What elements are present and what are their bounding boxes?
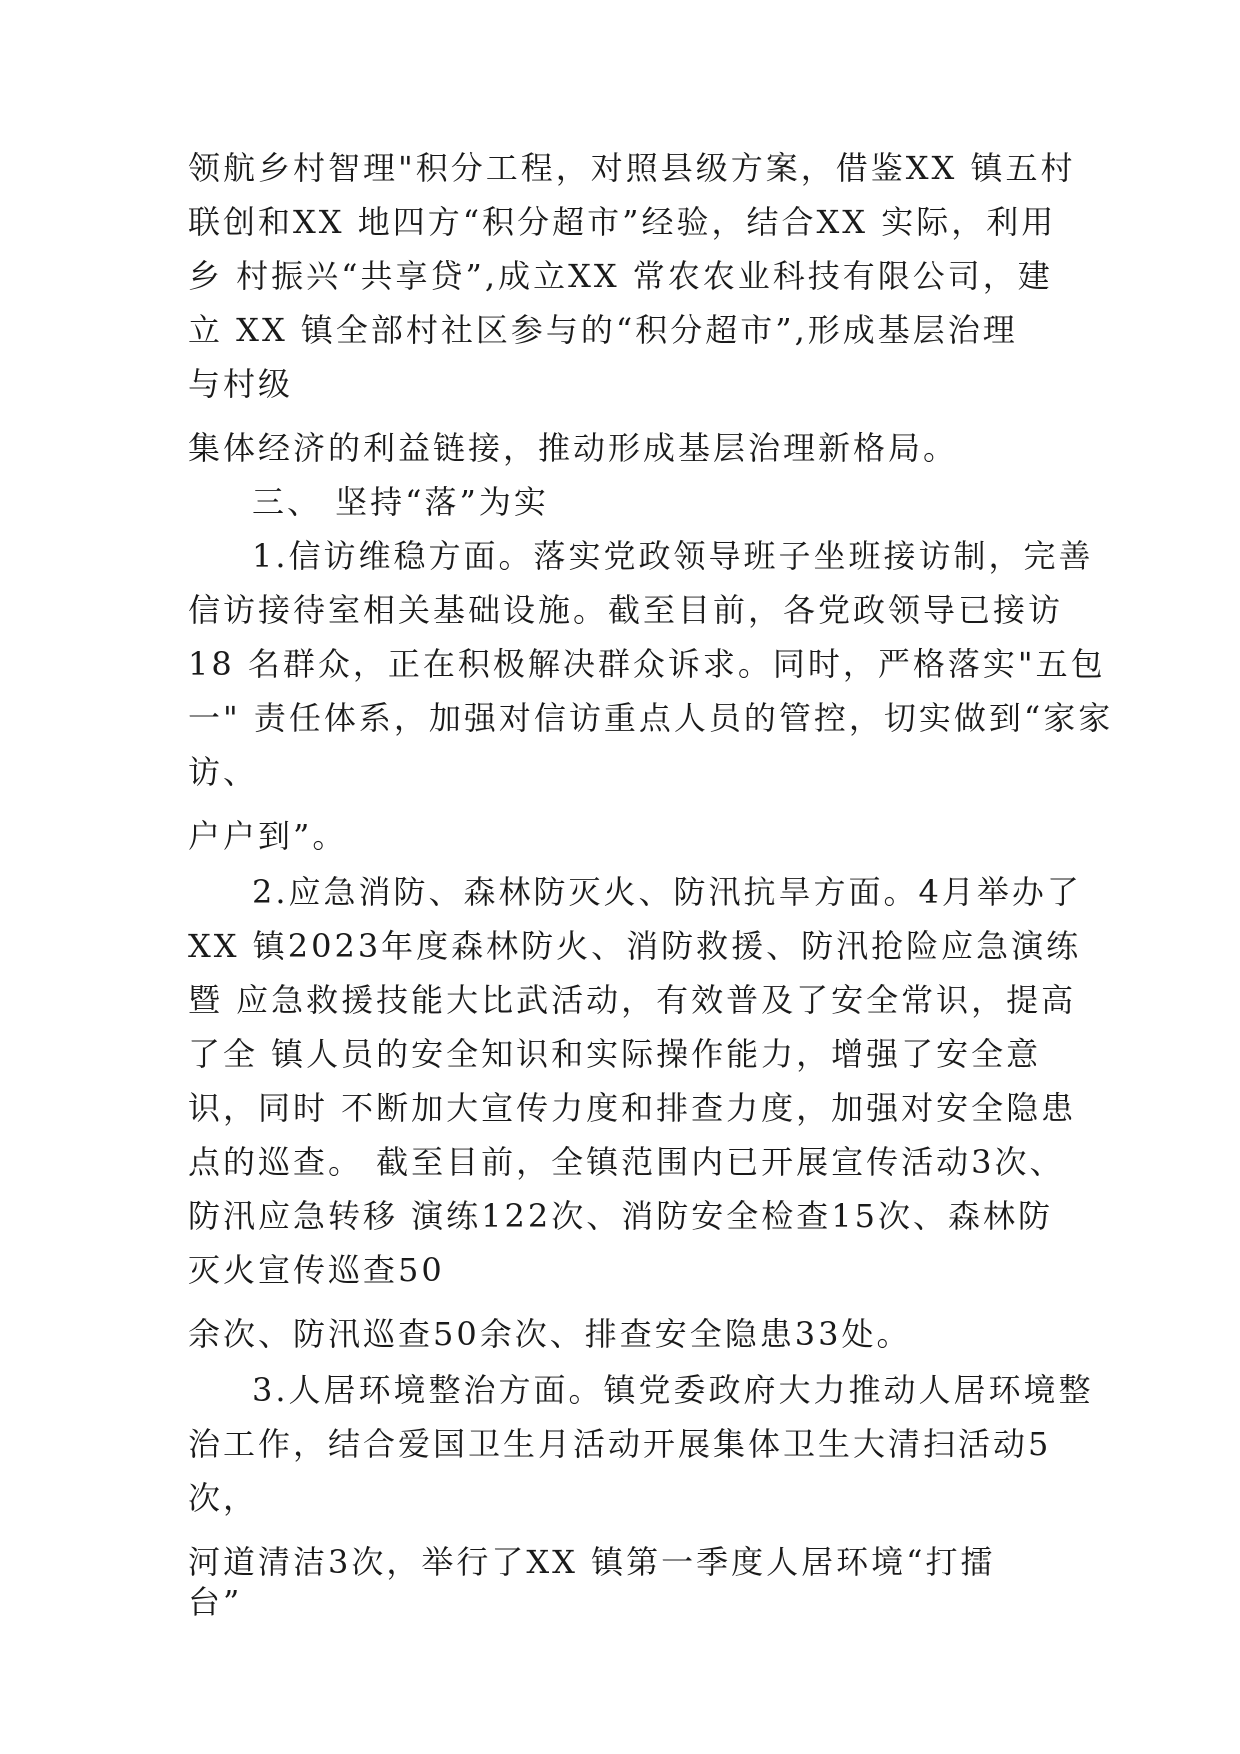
body-text-line: 18 名群众，正在积极解决群众诉求。同时，严格落实"五包 <box>188 645 1106 683</box>
body-text-line: 点的巡查。 截至目前，全镇范围内已开展宣传活动3次、 <box>188 1143 1065 1181</box>
body-text-line: 台” <box>188 1583 243 1621</box>
body-text-line: XX 镇2023年度森林防火、消防救援、防汛抢险应急演练 <box>188 927 1082 965</box>
body-text-line: 暨 应急救援技能大比武活动，有效普及了安全常识，提高 <box>188 981 1077 1019</box>
body-text-line: 户户到”。 <box>188 817 348 855</box>
body-text-line: 访、 <box>188 753 259 791</box>
body-text-line: 联创和XX 地四方“积分超市”经验，结合XX 实际，利用 <box>188 203 1057 241</box>
body-text-line: 一" 责任体系，加强对信访重点人员的管控，切实做到“家家 <box>188 699 1114 737</box>
body-text-line: 立 XX 镇全部村社区参与的“积分超市”,形成基层治理 <box>188 311 1018 349</box>
section-heading: 三、 坚持“落”为实 <box>252 483 549 521</box>
body-text-line: 防汛应急转移 演练122次、消防安全检查15次、森林防 <box>188 1197 1053 1235</box>
body-text-line: 了全 镇人员的安全知识和实际操作能力，增强了安全意 <box>188 1035 1042 1073</box>
body-text-line: 余次、防汛巡查50余次、排查安全隐患33处。 <box>188 1315 912 1353</box>
body-text-line: 河道清洁3次，举行了XX 镇第一季度人居环境“打擂 <box>188 1543 996 1581</box>
body-text-line: 1.信访维稳方面。落实党政领导班子坐班接访制，完善 <box>252 537 1094 575</box>
body-text-line: 治工作，结合爱国卫生月活动开展集体卫生大清扫活动5 <box>188 1425 1052 1463</box>
body-text-line: 3.人居环境整治方面。镇党委政府大力推动人居环境整 <box>252 1371 1094 1409</box>
body-text-line: 信访接待室相关基础设施。截至目前，各党政领导已接访 <box>188 591 1064 629</box>
body-text-line: 乡 村振兴“共享贷”,成立XX 常农农业科技有限公司，建 <box>188 257 1053 295</box>
body-text-line: 次， <box>188 1479 259 1517</box>
body-text-line: 与村级 <box>188 365 294 403</box>
body-text-line: 领航乡村智理"积分工程，对照县级方案，借鉴XX 镇五村 <box>188 149 1076 187</box>
body-text-line: 2.应急消防、森林防灭火、防汛抗旱方面。4月举办了 <box>252 873 1082 911</box>
body-text-line: 识，同时 不断加大宣传力度和排查力度，加强对安全隐患 <box>188 1089 1077 1127</box>
body-text-line: 集体经济的利益链接，推动形成基层治理新格局。 <box>188 429 959 467</box>
body-text-line: 灭火宣传巡查50 <box>188 1251 445 1289</box>
